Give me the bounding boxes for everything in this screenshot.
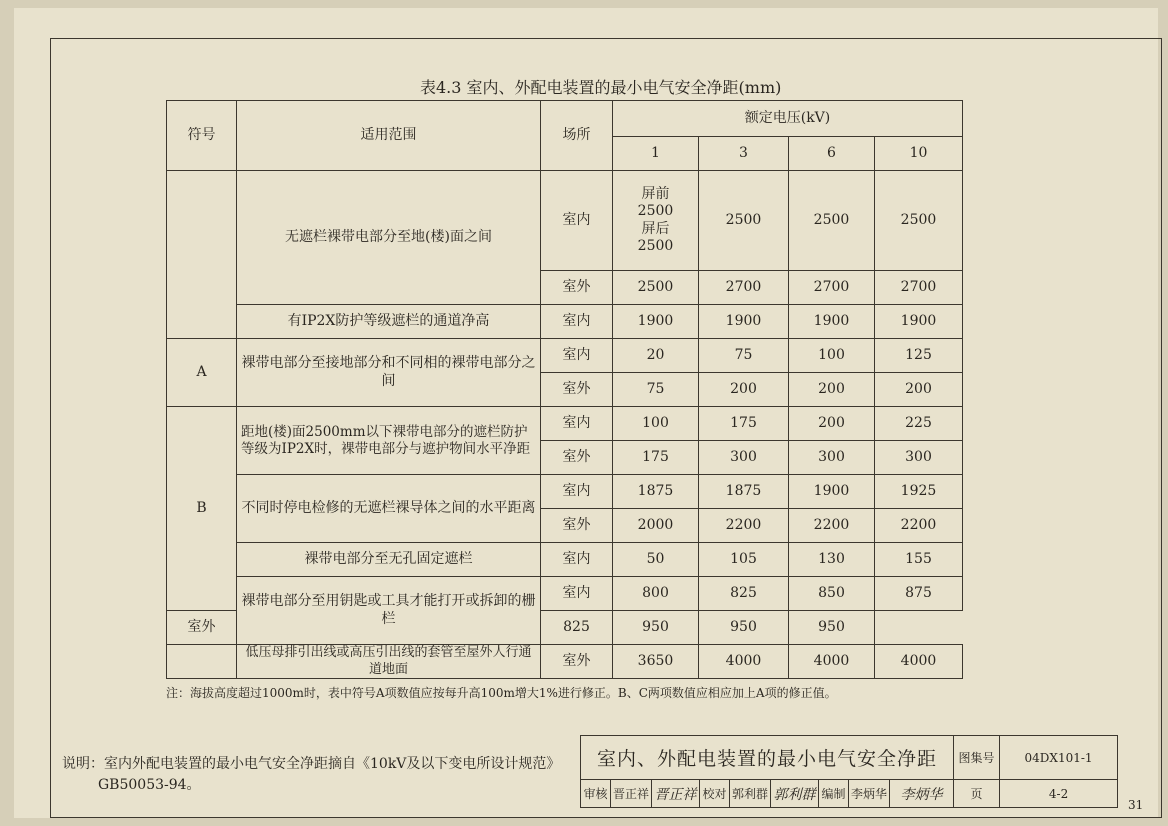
value-cell: 850	[789, 577, 875, 611]
value-cell: 200	[789, 407, 875, 441]
value-cell: 1875	[699, 475, 789, 509]
value-cell: 1900	[875, 305, 963, 339]
header-voltage: 额定电压(kV)	[613, 101, 963, 137]
table-row	[167, 339, 963, 373]
scope-cell: 裸带电部分至用钥匙或工具才能打开或拆卸的栅栏	[237, 577, 541, 645]
value-cell: 2500	[875, 171, 963, 271]
value-cell: 825	[699, 577, 789, 611]
scope-cell: 无遮栏裸带电部分至地(楼)面之间	[237, 171, 541, 305]
value-cell: 100	[613, 407, 699, 441]
value-cell: 200	[875, 373, 963, 407]
check-label: 校对	[700, 780, 730, 808]
place-cell: 室外	[541, 373, 613, 407]
table-row	[167, 305, 963, 339]
header-v1: 1	[613, 137, 699, 171]
value-cell: 2700	[699, 271, 789, 305]
designer-signature: 李炳华	[890, 780, 954, 808]
reviewer-name: 晋正祥	[611, 780, 652, 808]
value-cell: 225	[875, 407, 963, 441]
value-cell: 1900	[789, 305, 875, 339]
place-cell: 室内	[541, 305, 613, 339]
sheet-page-number: 31	[1128, 798, 1144, 812]
value-cell: 100	[789, 339, 875, 373]
value-cell: 50	[613, 543, 699, 577]
symbol-cell: A	[167, 339, 237, 407]
value-cell: 1900	[613, 305, 699, 339]
value-cell: 950	[699, 611, 789, 645]
value-cell: 950	[789, 611, 875, 645]
value-cell: 825	[541, 611, 613, 645]
value-cell: 1875	[613, 475, 699, 509]
header-v6: 6	[789, 137, 875, 171]
page-number: 4-2	[1000, 780, 1118, 808]
value-cell: 1900	[789, 475, 875, 509]
clearance-table	[166, 100, 963, 679]
scope-cell: 有IP2X防护等级遮栏的通道净高	[237, 305, 541, 339]
table-row	[167, 543, 963, 577]
notes	[62, 754, 560, 796]
atlas-label: 图集号	[954, 736, 1000, 780]
value-cell: 2500	[613, 271, 699, 305]
value-cell: 800	[613, 577, 699, 611]
value-cell: 2700	[789, 271, 875, 305]
table-footnote: 注：海拔高度超过1000m时，表中符号A项数值应按每升高100m增大1%进行修正。B、C两项数值应相应加上A项的修正值。	[166, 686, 837, 700]
title-block	[580, 735, 1118, 808]
atlas-number: 04DX101-1	[1000, 736, 1118, 780]
value-line: 2500	[637, 203, 674, 219]
table-row	[167, 475, 963, 509]
value-cell: 2700	[875, 271, 963, 305]
value-cell: 175	[699, 407, 789, 441]
value-cell: 125	[875, 339, 963, 373]
place-cell: 室内	[541, 475, 613, 509]
value-line: 屏前	[641, 185, 670, 202]
scope-cell: 低压母排引出线或高压引出线的套管至屋外人行通道地面	[237, 645, 541, 679]
value-cell: 300	[699, 441, 789, 475]
value-cell: 20	[613, 339, 699, 373]
drawing-title: 室内、外配电装置的最小电气安全净距	[581, 736, 954, 780]
value-cell: 3650	[613, 645, 699, 679]
value-cell: 2500	[789, 171, 875, 271]
checker-signature: 郭利群	[771, 780, 819, 808]
symbol-cell	[167, 171, 237, 339]
designer-name: 李炳华	[849, 780, 890, 808]
symbol-cell: B	[167, 407, 237, 611]
value-cell: 4000	[875, 645, 963, 679]
value-cell: 1900	[699, 305, 789, 339]
value-line: 屏后	[641, 220, 670, 237]
scope-cell: 不同时停电检修的无遮栏裸导体之间的水平距离	[237, 475, 541, 543]
place-cell: 室外	[541, 509, 613, 543]
value-cell: 155	[875, 543, 963, 577]
value-cell	[613, 171, 699, 271]
place-cell: 室内	[541, 407, 613, 441]
value-cell: 2200	[875, 509, 963, 543]
symbol-cell	[167, 645, 237, 679]
value-cell: 105	[699, 543, 789, 577]
scope-cell: 裸带电部分至接地部分和不同相的裸带电部分之间	[237, 339, 541, 407]
value-cell: 75	[613, 373, 699, 407]
value-cell: 875	[875, 577, 963, 611]
table-row	[167, 171, 963, 271]
table-row	[167, 645, 963, 679]
place-cell: 室内	[541, 577, 613, 611]
header-place: 场所	[541, 101, 613, 171]
value-cell: 4000	[699, 645, 789, 679]
review-label: 审核	[581, 780, 611, 808]
value-cell: 130	[789, 543, 875, 577]
checker-name: 郭利群	[730, 780, 771, 808]
value-cell: 2000	[613, 509, 699, 543]
value-cell: 200	[699, 373, 789, 407]
place-cell: 室内	[541, 339, 613, 373]
place-cell: 室外	[541, 271, 613, 305]
value-cell: 300	[875, 441, 963, 475]
value-cell: 2200	[699, 509, 789, 543]
value-cell: 950	[613, 611, 699, 645]
value-cell: 200	[789, 373, 875, 407]
page-label: 页	[954, 780, 1000, 808]
value-line: 2500	[637, 238, 674, 254]
place-cell: 室外	[167, 611, 237, 645]
place-cell: 室外	[541, 441, 613, 475]
table-caption: 表4.3 室内、外配电装置的最小电气安全净距(mm)	[420, 78, 782, 97]
scope-line: 等级为IP2X时，裸带电部分与遮护物间水平净距	[241, 440, 531, 457]
value-cell: 75	[699, 339, 789, 373]
notes-line: GB50053-94。	[98, 777, 201, 793]
place-cell: 室外	[541, 645, 613, 679]
table-row	[167, 407, 963, 441]
header-v3: 3	[699, 137, 789, 171]
scope-cell: 裸带电部分至无孔固定遮栏	[237, 543, 541, 577]
header-symbol: 符号	[167, 101, 237, 171]
value-cell: 4000	[789, 645, 875, 679]
value-cell: 175	[613, 441, 699, 475]
value-cell: 2500	[699, 171, 789, 271]
place-cell: 室内	[541, 543, 613, 577]
value-cell: 300	[789, 441, 875, 475]
value-cell: 1925	[875, 475, 963, 509]
header-row	[167, 101, 963, 137]
scope-cell	[237, 407, 541, 475]
reviewer-signature: 晋正祥	[652, 780, 700, 808]
header-scope: 适用范围	[237, 101, 541, 171]
value-cell: 2200	[789, 509, 875, 543]
place-cell: 室内	[541, 171, 613, 271]
scope-line: 距地(楼)面2500mm以下裸带电部分的遮栏防护	[241, 423, 528, 440]
table-row	[167, 577, 963, 611]
header-v10: 10	[875, 137, 963, 171]
design-label: 编制	[819, 780, 849, 808]
notes-line: 说明：室内外配电装置的最小电气安全净距摘自《10kV及以下变电所设计规范》	[62, 756, 561, 772]
